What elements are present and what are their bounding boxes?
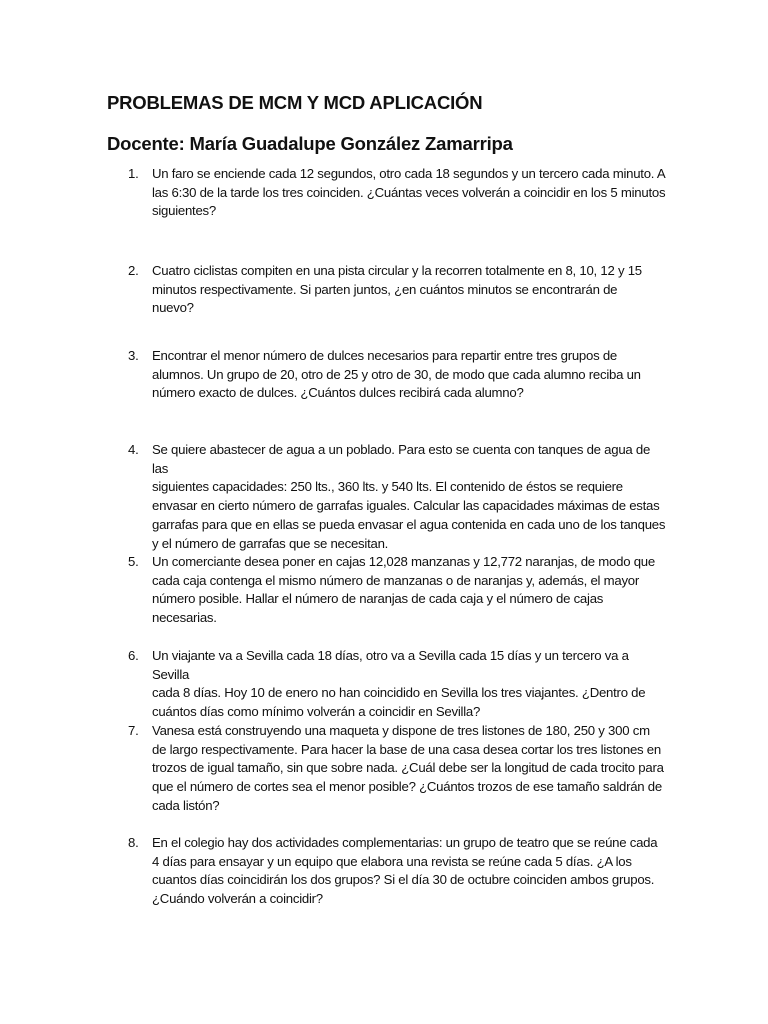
problem-text: Se quiere abastecer de agua a un poblado. Para esto se cuenta con tanques de agua de las siguientes capacidades: 250 lts., 360 lts. y 540 lts. El contenido de éstos se requiere envasar en cierto número de garrafas iguales. Calcular las capacidades máximas de estas garrafas para que en ellas se pueda envasar el agua contenida en cada uno de los tanques y el número de garrafas que se necesitan. bbox=[152, 442, 666, 551]
problem-number: 2. bbox=[128, 263, 139, 278]
problem-number: 5. bbox=[128, 554, 139, 569]
problem-number: 7. bbox=[128, 723, 139, 738]
problem-text: Cuatro ciclistas compiten en una pista circular y la recorren totalmente en 8, 10, 12 y 15 minutos respectivamente. Si parten juntos, ¿en cuántos minutos se encontrarán de nuevo? bbox=[152, 263, 642, 316]
problem-number: 6. bbox=[128, 648, 139, 663]
problem-text: Un faro se enciende cada 12 segundos, otro cada 18 segundos y un tercero cada minuto. A las 6:30 de la tarde los tres coinciden. ¿Cuántas veces volverán a coincidir en los 5 minutos siguientes? bbox=[152, 166, 666, 219]
problem-number: 4. bbox=[128, 442, 139, 457]
problem-text: Un comerciante desea poner en cajas 12,028 manzanas y 12,772 naranjas, de modo que cada caja contenga el mismo número de manzanas o de naranjas y, además, el mayor número posible. Hallar el número de naranjas de cada caja y el número de cajas necesarias. bbox=[152, 554, 655, 626]
problem-text: Un viajante va a Sevilla cada 18 días, otro va a Sevilla cada 15 días y un tercero va a Sevilla cada 8 días. Hoy 10 de enero no han coincidido en Sevilla los tres viajantes. ¿Dentro de cuántos días como mínimo volverán a coincidir en Sevilla? bbox=[152, 648, 646, 720]
document-title: PROBLEMAS DE MCM Y MCD APLICACIÓN bbox=[107, 92, 483, 113]
problem-number: 1. bbox=[128, 166, 139, 181]
document-subtitle: Docente: María Guadalupe González Zamarripa bbox=[107, 133, 513, 154]
problem-number: 8. bbox=[128, 835, 139, 850]
problem-text: En el colegio hay dos actividades complementarias: un grupo de teatro que se reúne cada 4 días para ensayar y un equipo que elabora una revista se reúne cada 5 días. ¿A los cuantos días coincidirán los dos grupos? Si el día 30 de octubre coinciden ambos grupos. ¿Cuándo volverán a coincidir? bbox=[152, 835, 658, 907]
problem-text: Encontrar el menor número de dulces necesarios para repartir entre tres grupos de alumnos. Un grupo de 20, otro de 25 y otro de 30, de modo que cada alumno reciba un número exacto de dulces. ¿Cuántos dulces recibirá cada alumno? bbox=[152, 348, 641, 401]
problem-text: Vanesa está construyendo una maqueta y dispone de tres listones de 180, 250 y 300 cm de largo respectivamente. Para hacer la base de una casa desea cortar los tres listones en trozos de igual tamaño, sin que sobre nada. ¿Cuál debe ser la longitud de cada trocito para que el número de cortes sea el menor posible? ¿Cuántos trozos de ese tamaño saldrán de cada listón? bbox=[152, 723, 664, 813]
problem-number: 3. bbox=[128, 348, 139, 363]
